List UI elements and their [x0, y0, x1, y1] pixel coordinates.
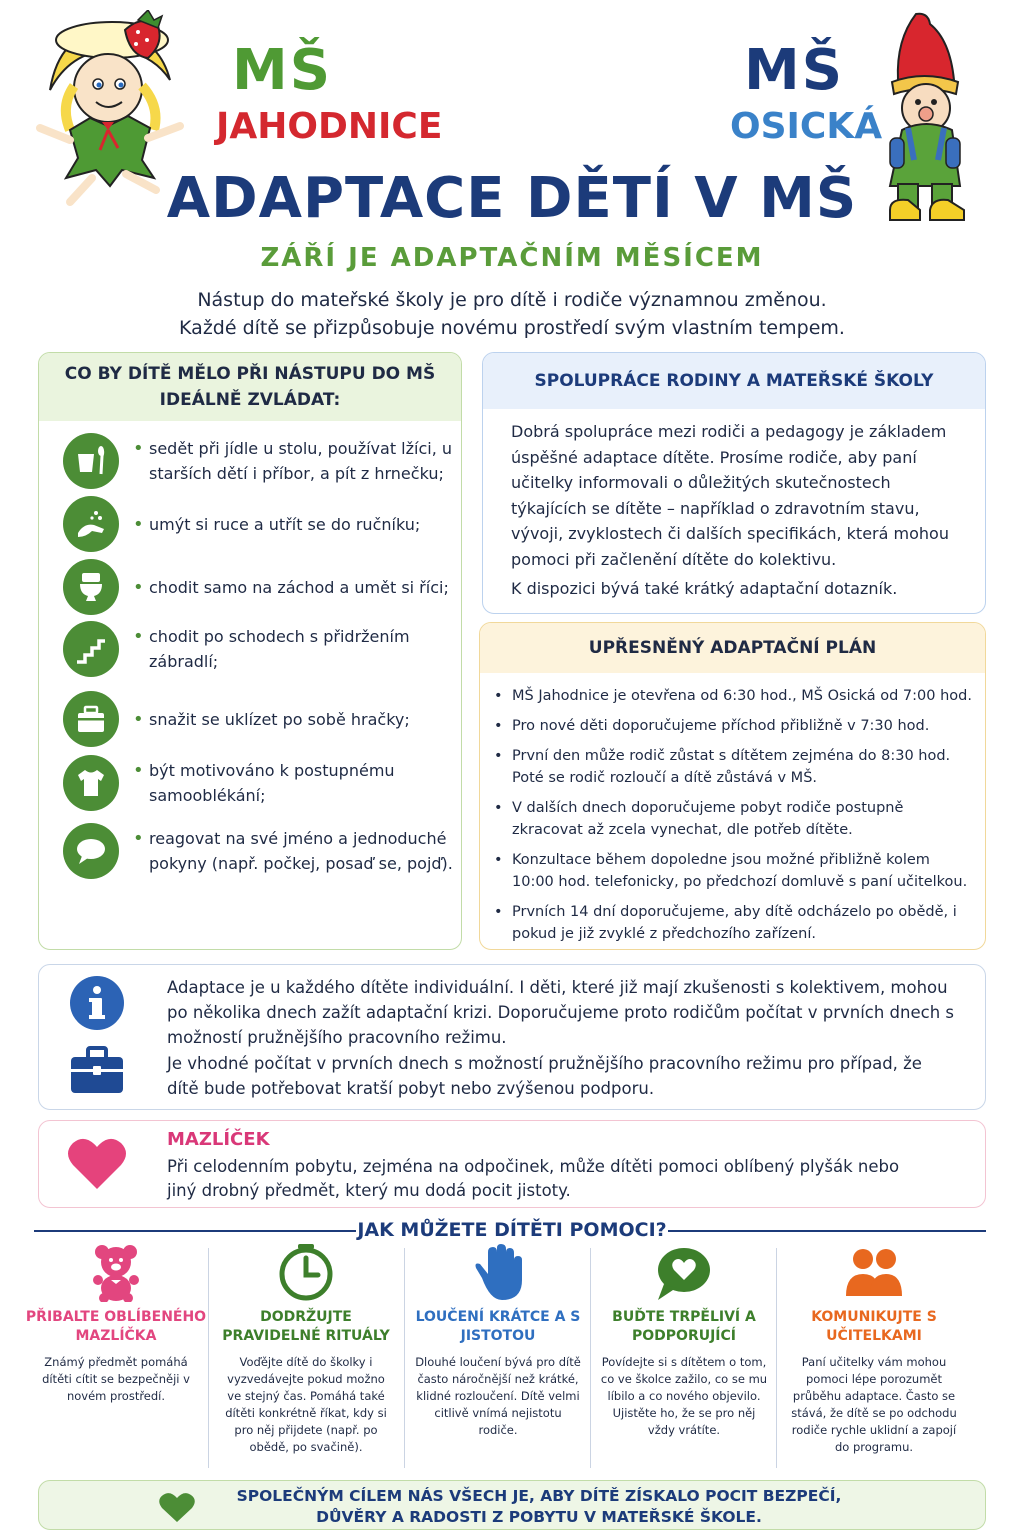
- info-paragraph-2: Je vhodné počítat v prvních dnech s možností pružnějšího pracovního režimu pro případ, že dítě bude potřebovat kratší pobyt nebo zvýšenou podporu.: [167, 1054, 922, 1098]
- heart-icon: [67, 1135, 127, 1191]
- right-logo-ms: MŠ: [744, 38, 845, 103]
- page-subtitle: ZÁŘÍ JE ADAPTAČNÍM MĚSÍCEM: [260, 243, 764, 273]
- intro-text: [0, 286, 1024, 342]
- tip-title: DODRŽUJTE PRAVIDELNÉ RITUÁLY: [222, 1309, 390, 1344]
- right-logo-name: OSICKÁ: [730, 106, 883, 147]
- plan-list: [494, 677, 974, 945]
- skill-text: • reagovat na své jméno a jednoduché pokyny (např. počkej, posaď se, pojď).: [133, 826, 453, 876]
- plan-heading: UPŘESNĚNÝ ADAPTAČNÍ PLÁN: [480, 623, 985, 673]
- tip-title: PŘIBALTE OBLÍBENÉHO MAZLÍČKA: [25, 1309, 207, 1344]
- skills-panel: [38, 352, 462, 950]
- tip-card: [214, 1240, 398, 1472]
- tip-separator: [208, 1248, 209, 1468]
- info-panel: [38, 964, 986, 1110]
- skills-heading: CO BY DÍTĚ MĚLO PŘI NÁSTUPU DO MŠ IDEÁLNĚ ZVLÁDAT:: [39, 353, 461, 421]
- tip-text: Povídejte si s dítětem o tom, co ve školce zažilo, co se mu líbilo a co nového objevilo. Ujistěte ho, že se pro něj vždy vrátíte.: [600, 1355, 768, 1437]
- tip-separator: [590, 1248, 591, 1468]
- plan-item: • Konzultace během dopoledne jsou možné přibližně kolem 10:00 hod. telefonicky, po předchozí domluvě s paní učitelkou.: [494, 849, 974, 893]
- teddy-bear-icon: [86, 1244, 146, 1302]
- info-paragraph-1: Adaptace je u každého dítěte individuální. I děti, které již mají zkušenosti s kolektivem, mohou po několika dnech zažít adaptační krizi. Doporučujeme proto rodičům počítat v prvních dnech s možností pružnějšího pracovního režimu.: [167, 978, 955, 1047]
- left-logo-ms: MŠ: [232, 38, 333, 103]
- cup-spoon-icon: [63, 433, 119, 489]
- cooperation-note: K dispozici bývá také krátký adaptační dotazník.: [511, 579, 898, 598]
- tip-text: Paní učitelky vám mohou pomoci lépe porozumět průběhu adaptace. Často se stává, že dítě se po odchodu rodiče rychle uklidní a zapojí do programu.: [791, 1355, 957, 1454]
- tip-text: Dlouhé loučení bývá pro dítě často náročnější než krátké, klidné rozloučení. Dítě velmi citlivě vnímá nejistotu rodiče.: [415, 1355, 581, 1437]
- plan-item: • Prvních 14 dní doporučujeme, aby dítě odcházelo po obědě, i pokud je již zvyklé z předchozího zařízení.: [494, 901, 974, 945]
- tip-card: [592, 1240, 776, 1472]
- heart-icon: [159, 1491, 195, 1523]
- heart-chat-icon: [654, 1244, 714, 1302]
- skill-text: • chodit po schodech s přidržením zábradlí;: [133, 624, 453, 674]
- cooperation-text: Dobrá spolupráce mezi rodiči a pedagogy je základem úspěšné adaptace dítěte. Prosíme rodiče, aby paní učitelky informovali o důležitých skutečnostech týkajících se dítěte – například o zdravotním stavu, vývoji, zvyklostech či dalších specifikách, která mohou pomoci při začlenění dítěte do kolektivu.: [511, 422, 949, 569]
- footer-text: [219, 1486, 859, 1528]
- intro-line-2: Každé dítě se přizpůsobuje novému prostředí svým vlastním tempem.: [179, 317, 845, 339]
- skill-text: • sedět při jídle u stolu, používat lžíci, u starších dětí i příbor, a pít z hrnečku;: [133, 436, 453, 486]
- pet-text: Při celodenním pobytu, zejména na odpočinek, může dítěti pomoci oblíbený plyšák nebo jiný drobný předmět, který mu dodá pocit jistoty.: [167, 1157, 900, 1200]
- tip-text: Voďějte dítě do školky i vyzvedávejte pokud možno ve stejný čas. Pomáhá také dítěti konkrétně říkat, kdy si pro něj přijdete (např. po obědě, po svačině).: [225, 1355, 387, 1454]
- clock-icon: [276, 1244, 336, 1302]
- footer-line-2: DŮVĚRY A RADOSTI Z POBYTU V MATEŘSKÉ ŠKOLE.: [316, 1508, 762, 1526]
- pet-title: MAZLÍČEK: [167, 1129, 270, 1150]
- skill-text: • chodit samo na záchod a umět si říci;: [133, 575, 449, 600]
- tip-card: [24, 1240, 208, 1472]
- tip-separator: [776, 1248, 777, 1468]
- skill-item: [63, 691, 453, 747]
- adaptation-plan-panel: [479, 622, 986, 950]
- plan-item: • První den může rodič zůstat s dítětem zejména do 8:30 hod. Poté se rodič rozloučí a dítě zůstává v MŠ.: [494, 745, 974, 789]
- tip-title: LOUČENÍ KRÁTCE A S JISTOTOU: [415, 1309, 581, 1344]
- pet-panel: [38, 1120, 986, 1208]
- skill-text: • snažit se uklízet po sobě hračky;: [133, 707, 410, 732]
- tip-separator: [404, 1248, 405, 1468]
- skill-item: [63, 621, 453, 677]
- hand-icon: [468, 1244, 528, 1302]
- speech-bubble-icon: [63, 823, 119, 879]
- footer-banner: [38, 1480, 986, 1530]
- tip-text: Známý předmět pomáhá dítěti cítit se bezpečněji v novém prostředí.: [42, 1355, 190, 1403]
- cooperation-panel: [482, 352, 986, 614]
- help-heading: JAK MŮŽETE DÍTĚTI POMOCI?: [357, 1219, 667, 1241]
- intro-line-1: Nástup do mateřské školy je pro dítě i rodiče významnou změnou.: [197, 289, 827, 311]
- page-title: ADAPTACE DĚTÍ V MŠ: [166, 166, 858, 231]
- skill-item: [63, 433, 453, 489]
- skill-item: [63, 496, 453, 552]
- skill-text: • umýt si ruce a utřít se do ručníku;: [133, 512, 420, 537]
- toy-box-icon: [63, 691, 119, 747]
- tip-title: BUĎTE TRPĚLIVÍ A PODPORUJÍCÍ: [612, 1309, 756, 1344]
- left-logo-name: JAHODNICE: [216, 106, 443, 147]
- skill-text: • být motivováno k postupnému samooblékání;: [133, 758, 453, 808]
- tshirt-icon: [63, 755, 119, 811]
- skill-item: [63, 823, 453, 879]
- people-icon: [844, 1244, 904, 1302]
- plan-item: • Pro nové děti doporučujeme příchod přibližně v 7:30 hod.: [494, 715, 974, 737]
- briefcase-icon: [69, 1045, 125, 1095]
- tip-card: [782, 1240, 966, 1472]
- cooperation-heading: SPOLUPRÁCE RODINY A MATEŘSKÉ ŠKOLY: [483, 353, 985, 409]
- toilet-icon: [63, 559, 119, 615]
- tip-card: [406, 1240, 590, 1472]
- header: [0, 0, 1024, 345]
- plan-item: • V dalších dnech doporučujeme pobyt rodiče postupně zkracovat až zcela vynechat, dle potřeb dítěte.: [494, 797, 974, 841]
- footer-line-1: SPOLEČNÝM CÍLEM NÁS VŠECH JE, ABY DÍTĚ ZÍSKALO POCIT BEZPEČÍ,: [236, 1487, 842, 1505]
- handwash-icon: [63, 496, 119, 552]
- skill-item: [63, 559, 453, 615]
- stairs-icon: [63, 621, 119, 677]
- tip-title: KOMUNIKUJTE S UČITELKAMI: [811, 1309, 937, 1344]
- skill-item: [63, 755, 453, 811]
- info-icon: [69, 975, 125, 1031]
- plan-item: • MŠ Jahodnice je otevřena od 6:30 hod., MŠ Osická od 7:00 hod.: [494, 685, 974, 707]
